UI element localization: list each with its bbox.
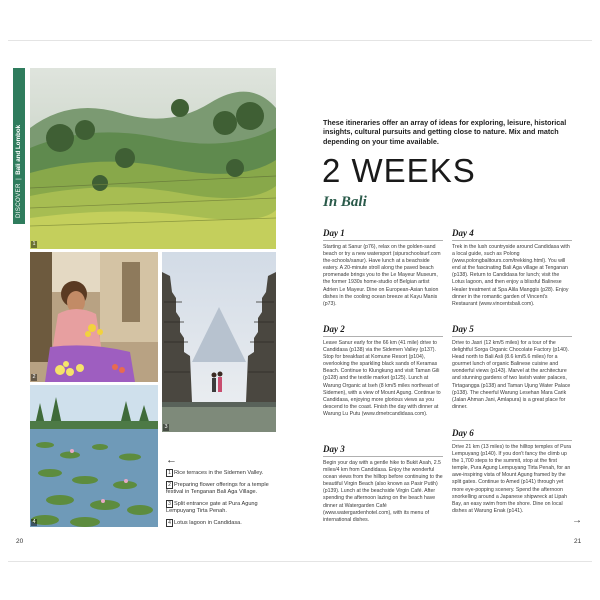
caption-item xyxy=(166,519,281,527)
caption-text: Rice terraces in the Sidemen Valley. xyxy=(174,470,264,476)
photo-lotus-lagoon xyxy=(30,385,158,527)
caption-item xyxy=(166,469,281,477)
day-2 xyxy=(323,324,443,418)
day-text: Drive 21 km (13 miles) to the hilltop temples of Pura Lempuyang (p140). If you don't fancy the climb up the 1,700 steps to the summit, stop at the first temple, Pura Agung Lempuyang Tirta Penah, for an awe-inspiring vista of Mount Agung framed by the split gates. Continue to Amed (p141) through yet more eye-popping scenery. Spend the afternoon snorkelling around a Japanese shipwreck at Lipah Bay, an easy swim from the shore. Dine on local dishes at Warung Enak (p141). xyxy=(452,444,572,514)
day-6 xyxy=(452,428,572,515)
day-heading: Day 2 xyxy=(323,324,443,337)
flower-offerings-image xyxy=(30,252,158,382)
caption-number: 2 xyxy=(166,481,173,489)
lotus-lagoon-image xyxy=(30,385,158,527)
section-label-separator: | xyxy=(15,176,22,182)
day-text: Starting at Sanur (p76), relax on the golden-sand beach or try a new watersport (sipurschoolsurf.com the-schools/sanur). Have lunch at a beachside eatery. A 20-minute stroll along the paved beach promenade brings you to the Le Mayeur Museum, the former 1930s home-studio of Belgian artist Adrien Le Mayeur. Dine on European-Asian fusion dishes in the cooling ocean breeze at Kayu Manis (p73). xyxy=(323,244,441,307)
day-heading: Day 5 xyxy=(452,324,572,337)
day-text: Trek in the lush countryside around Candidasa with a local guide, such as Polong (www.polongbalitours.com/trekking.html). You will end at the fascinating Bali Aga village at Tenganan (p138). Return to Candidasa for lunch; visit the Lotus lagoon, and then enjoy a blissful Balinese Healer treatment at Spa Alila Manggis (p28). Enjoy dinner in the romantic garden of Vincent's Restaurant (www.vincentsbali.com). xyxy=(452,244,570,307)
day-heading: Day 4 xyxy=(452,228,572,241)
page-number-left: 20 xyxy=(16,538,24,545)
day-3 xyxy=(323,444,443,524)
intro-paragraph: These itineraries offer an array of ideas for exploring, leisure, historical insights, cultural pursuits and getting close to nature. Mix and match depending on your time available. xyxy=(323,118,567,146)
photo-number: 1 xyxy=(32,241,36,247)
day-heading: Day 1 xyxy=(323,228,443,241)
day-heading: Day 3 xyxy=(323,444,443,457)
day-5 xyxy=(452,324,572,411)
day-1 xyxy=(323,228,443,308)
photo-captions xyxy=(166,455,281,530)
split-gate-image xyxy=(162,252,276,432)
day-heading: Day 6 xyxy=(452,428,572,441)
page-number-right: 21 xyxy=(574,538,582,545)
photo-number: 3 xyxy=(164,424,168,430)
caption-number: 3 xyxy=(166,500,173,508)
caption-number: 4 xyxy=(166,519,173,527)
section-label xyxy=(13,68,25,224)
caption-text: Lotus lagoon in Candidasa. xyxy=(174,519,242,526)
caption-text: Split entrance gate at Pura Agung Lempuyang Tirta Penah. xyxy=(166,500,258,514)
day-text: Leave Sanur early for the 66 km (41 mile) drive to Candidasa (p138) via the Sidemen Valley (p137). Stop for breakfast at Komune Resort (p104), overlooking the sparkling black sands of Keramas Beach. Continue to Klungkung and visit Taman Gili (p128) and the textile market (p125). Lunch at Warung Organic at Iseh (8 km/5 miles northeast of Sidemen), with a view of Mount Agung. Continue to Candidasa, enjoying more glorious views as you descend to the coast. Finish the day with dinner at Warung Lu Putu (www.drnetrcandidasa.com). xyxy=(323,340,441,417)
caption-text: Preparing flower offerings for a temple festival in Tenganan Bali Aga Village. xyxy=(166,481,269,495)
itinerary-title: 2 WEEKS xyxy=(322,152,476,189)
photo-number: 2 xyxy=(32,374,36,380)
section-label-title: Bali and Lombok xyxy=(15,124,22,175)
section-label-discover: DISCOVER xyxy=(15,183,22,218)
caption-number: 1 xyxy=(166,469,173,477)
day-text: Begin your day with a gentle hike to Bukit Asah, 2.5 miles/4 km from Candidasa. Enjoy the wonderful ocean views from the hilltop before continuing to the beautiful Virgin Beach (also known as Pasir Putih) (p139). Lunch at the beachside Virgin Café. After spending the afternoon lazing on the beach have dinner at Watergarden Café (www.watergardenhotel.com), with its menu of international dishes. xyxy=(323,460,443,523)
arrow-left-icon: ← xyxy=(166,454,177,466)
photo-split-gate xyxy=(162,252,276,432)
itinerary-subtitle: In Bali xyxy=(323,194,367,210)
day-4 xyxy=(452,228,572,308)
arrow-right-icon: → xyxy=(572,515,582,526)
photo-number: 4 xyxy=(32,519,36,525)
photo-rice-terraces xyxy=(30,68,276,249)
photo-flower-offerings xyxy=(30,252,158,382)
day-text: Drive to Jasri (12 km/5 miles) for a tour of the delightful Sorga Organic Chocolate Factory (p140). Head north to Bali Asli (8.6 km/5.6 miles) for a gourmet lunch of organic Balinese cuisine and wonderful views (p143). Marvel at the architecture and stunning gardens of two lavish water palaces, Tirtagangga (p138) and Taman Ujung Water Palace (p138). The cheerful Warung Lesehan Mara Carik (Jalan Ahman Jani, Amlapura) is a great place for dinner. xyxy=(452,340,571,410)
rice-terraces-image xyxy=(30,68,276,249)
caption-item xyxy=(166,481,281,496)
caption-item xyxy=(166,500,281,515)
